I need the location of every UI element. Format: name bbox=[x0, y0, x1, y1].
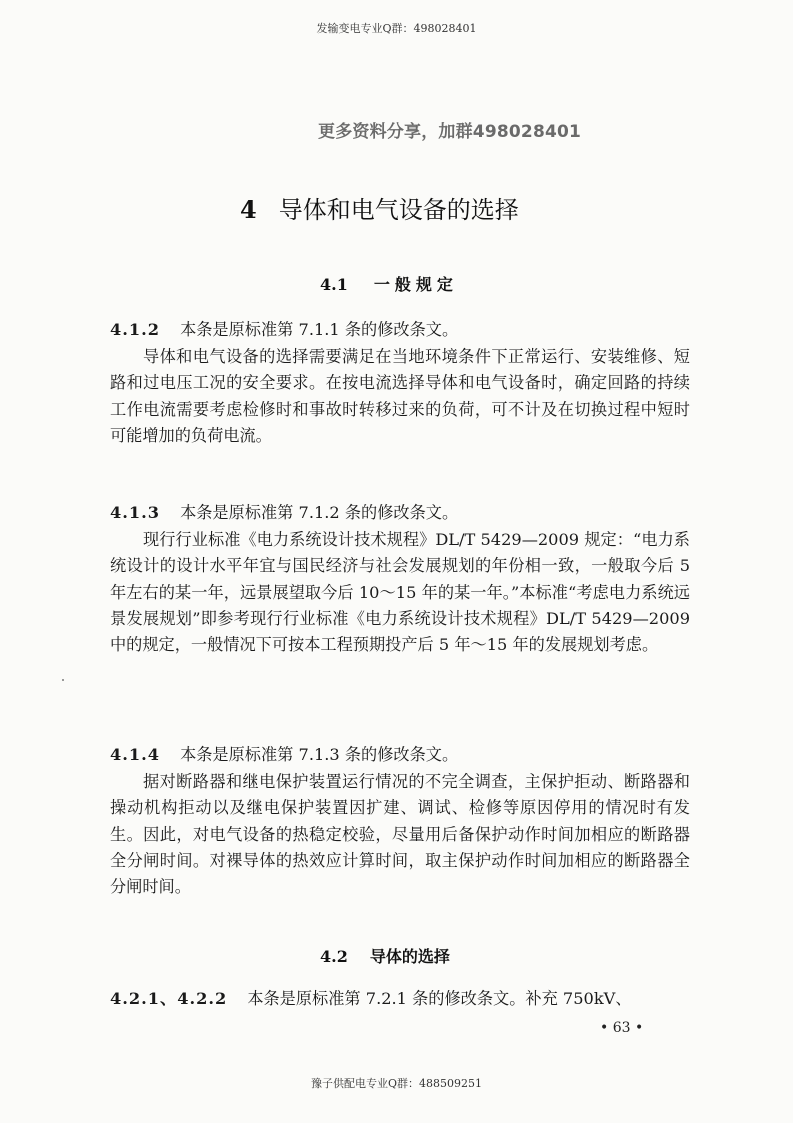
clause-text: 本条是原标准第 7.2.1 条的修改条文。补充 750kV、 bbox=[247, 989, 632, 1008]
chapter-number: 4 bbox=[240, 195, 257, 224]
clause-text: 本条是原标准第 7.1.3 条的修改条文。 bbox=[180, 745, 459, 764]
promo-text: 更多资料分享，加群498028401 bbox=[318, 122, 582, 142]
clause-text: 本条是原标准第 7.1.2 条的修改条文。 bbox=[180, 503, 459, 522]
section-title: 导体的选择 bbox=[369, 947, 450, 966]
page-number: • 63 • bbox=[600, 1020, 644, 1036]
chapter-title: 导体和电气设备的选择 bbox=[278, 196, 519, 224]
clause-4-2-1 bbox=[110, 986, 690, 1012]
page-footer-watermark: 豫子供配电专业Q群：488509251 bbox=[310, 1077, 482, 1090]
clause-4-1-2 bbox=[110, 317, 690, 343]
clause-number: 4.1.4 bbox=[110, 745, 161, 764]
clause-4-1-4 bbox=[110, 742, 690, 768]
section-heading-4-2 bbox=[320, 944, 450, 967]
clause-number: 4.1.2 bbox=[110, 320, 161, 339]
chapter-heading bbox=[240, 190, 519, 225]
section-heading-4-1 bbox=[320, 272, 458, 295]
explanation-paragraph: 据对断路器和继电保护装置运行情况的不完全调查，主保护拒动、断路器和操动机构拒动以及继电保护装置因扩建、调试、检修等原因停用的情况时有发生。因此，对电气设备的热稳定校验，尽量用后备保护动作时间加相应的断路器全分闸时间。对裸导体的热效应计算时间，取主保护动作时间加相应的断路器全分闸时间。 bbox=[110, 772, 690, 897]
explanation-paragraph: 导体和电气设备的选择需要满足在当地环境条件下正常运行、安装维修、短路和过电压工况的安全要求。在按电流选择导体和电气设备时，确定回路的持续工作电流需要考虑检修时和事故时转移过来的负荷，可不计及在切换过程中短时可能增加的负荷电流。 bbox=[110, 347, 690, 445]
section-number: 4.2 bbox=[320, 947, 348, 966]
explanation-paragraph: 现行行业标准《电力系统设计技术规程》DL/T 5429—2009 规定：“电力系统设计的设计水平年宜与国民经济与社会发展规划的年份相一致，一般取今后 5 年左右的某一年，远景展望取今后 10～15 年的某一年。”本标准“考虑电力系统远景发展规划”即参考现行行业标准《电力系统设计技术规程》DL/T 5429—2009 中的规定，一般情况下可按本工程预期投产后 5 年～15 年的发展规划考虑。 bbox=[110, 530, 690, 655]
clause-4-1-3 bbox=[110, 500, 690, 526]
page-header-watermark: 发输变电专业Q群：498028401 bbox=[316, 22, 477, 35]
clause-number: 4.2.1、4.2.2 bbox=[110, 989, 228, 1008]
section-title: 一般规定 bbox=[373, 275, 458, 294]
section-number: 4.1 bbox=[320, 275, 348, 294]
clause-number: 4.1.3 bbox=[110, 503, 161, 522]
scan-speck bbox=[62, 679, 64, 681]
clause-text: 本条是原标准第 7.1.1 条的修改条文。 bbox=[180, 320, 459, 339]
